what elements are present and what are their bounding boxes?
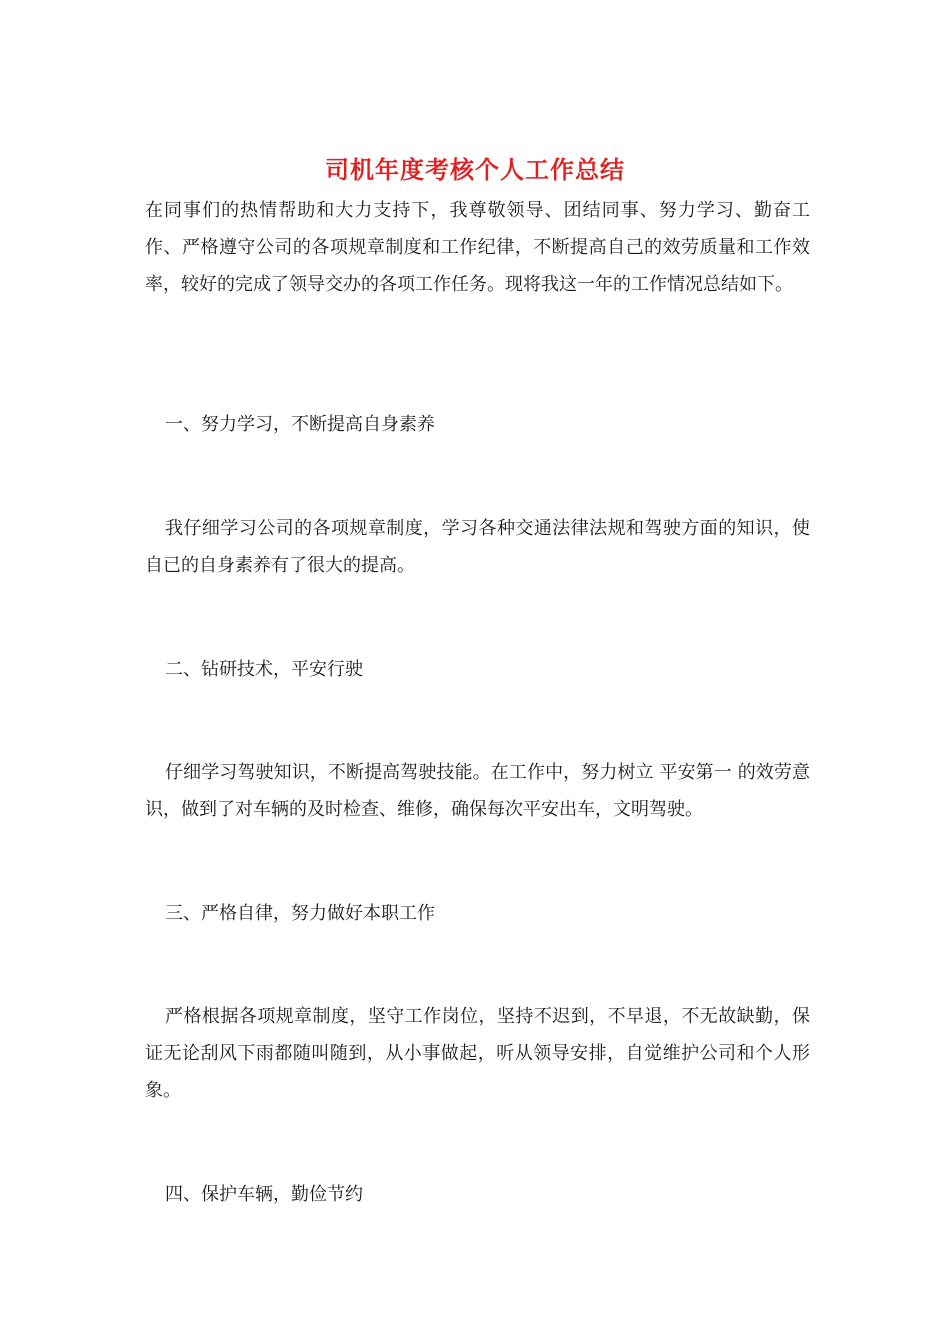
section-4-heading: 四、保护车辆，勤俭节约 bbox=[165, 1184, 363, 1205]
intro-paragraph: 在同事们的热情帮助和大力支持下，我尊敬领导、团结同事、努力学习、勤奋工作、严格遵守公司的各项规章制度和工作纪律，不断提高自己的效劳质量和工作效率，较好的完成了领导交办的各项工作任务。现将我这一年的工作情况总结如下。 bbox=[145, 200, 810, 295]
section-3-body: 严格根据各项规章制度，坚守工作岗位，坚持不迟到，不早退，不无故缺勤，保证无论刮风下雨都随叫随到，从小事做起，听从领导安排，自觉维护公司和个人形象。 bbox=[145, 1006, 810, 1101]
section-3-heading: 三、严格自律，努力做好本职工作 bbox=[165, 903, 435, 924]
section-1-heading: 一、努力学习，不断提高自身素养 bbox=[165, 414, 435, 435]
section-2-body: 仔细学习驾驶知识，不断提高驾驶技能。在工作中，努力树立 平安第一 的效劳意识，做到了对车辆的及时检查、维修，确保每次平安出车，文明驾驶。 bbox=[145, 762, 810, 820]
document-title: 司机年度考核个人工作总结 bbox=[325, 155, 625, 184]
section-1-body: 我仔细学习公司的各项规章制度，学习各种交通法律法规和驾驶方面的知识，使自已的自身素养有了很大的提高。 bbox=[145, 518, 810, 576]
section-2-heading: 二、钻研技术，平安行驶 bbox=[165, 659, 363, 680]
